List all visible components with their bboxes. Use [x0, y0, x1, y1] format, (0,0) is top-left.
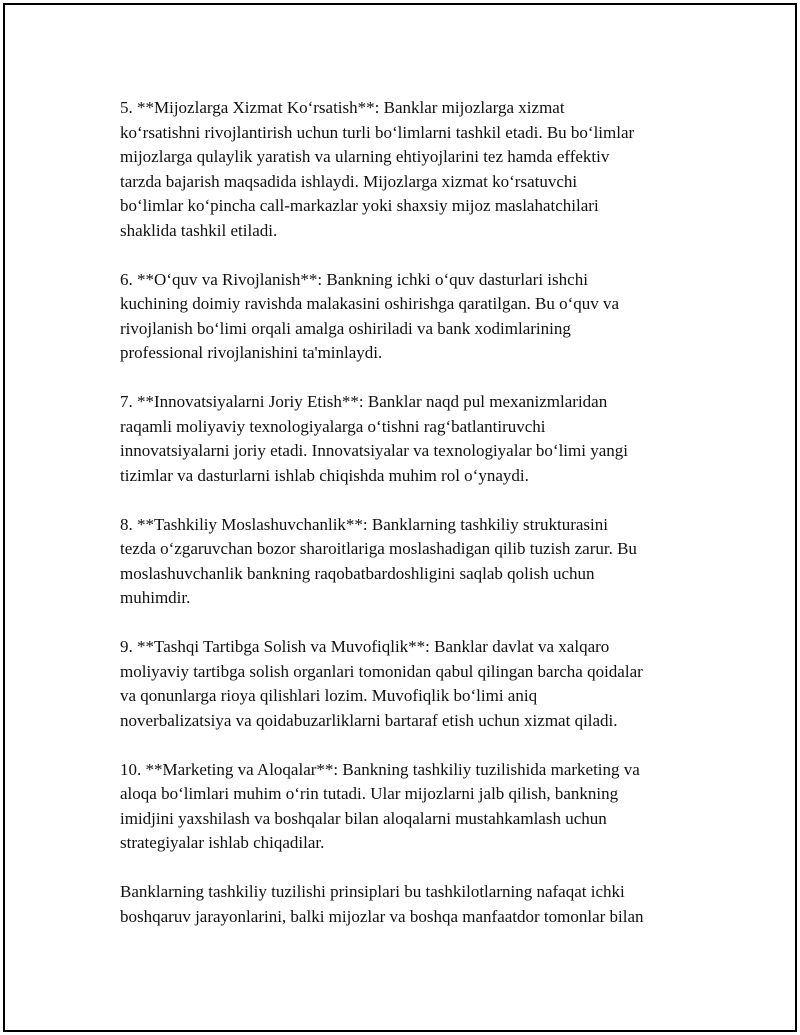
text-line: rivojlanish bo‘limi orqali amalga oshiriladi va bank xodimlarining [120, 318, 571, 338]
text-line: moslashuvchanlik bankning raqobatbardoshligini saqlab qolish uchun [120, 563, 595, 583]
text-line: 9. **Tashqi Tartibga Solish va Muvofiqlik**: Banklar davlat va xalqaro [120, 637, 610, 656]
paragraph-customer-service [120, 96, 710, 243]
text-line: aloqa bo‘limlari muhim o‘rin tutadi. Ular mijozlarni jalb qilish, bankning [120, 784, 619, 803]
text-line: tezda o‘zgaruvchan bozor sharoitlariga moslashadigan qilib tuzish zarur. Bu [120, 539, 637, 558]
text-line: Banklarning tashkiliy tuzilishi prinsiplari bu tashkilotlarning nafaqat ichki [120, 882, 625, 901]
paragraph-marketing [120, 758, 710, 856]
text-line: mijozlarga qulaylik yaratish va ularning ehtiyojlarini tez hamda effektiv [120, 147, 610, 166]
text-line: innovatsiyalarni joriy etadi. Innovatsiyalar va texnologiyalar bo‘limi yangi [120, 441, 628, 460]
document-body [120, 96, 710, 954]
text-line: shaklida tashkil etiladi. [120, 220, 278, 240]
text-line: strategiyalar ishlab chiqadilar. [120, 833, 325, 852]
text-line: 5. **Mijozlarga Xizmat Ko‘rsatish**: Banklar mijozlarga xizmat [120, 98, 565, 117]
text-line: bo‘limlar ko‘pincha call-markazlar yoki shaxsiy mijoz maslahatchilari [120, 196, 599, 215]
text-line: va qonunlarga rioya qilishlari lozim. Muvofiqlik bo‘limi aniq [120, 686, 538, 705]
text-line: 6. **O‘quv va Rivojlanish**: Bankning ichki o‘quv dasturlari ishchi [120, 269, 588, 289]
text-line: imidjini yaxshilash va boshqalar bilan aloqalarni mustahkamlash uchun [120, 808, 607, 828]
text-line: moliyaviy tartibga solish organlari tomonidan qabul qilingan barcha qoidalar [120, 661, 643, 681]
text-line: ko‘rsatishni rivojlantirish uchun turli bo‘limlarni tashkil etadi. Bu bo‘limlar [120, 122, 635, 142]
paragraph-flexibility [120, 513, 710, 611]
text-line: 7. **Innovatsiyalarni Joriy Etish**: Banklar naqd pul mexanizmlaridan [120, 392, 608, 411]
page-frame [3, 3, 797, 1032]
text-line: raqamli moliyaviy texnologiyalarga o‘tishni rag‘batlantiruvchi [120, 416, 546, 436]
paragraph-compliance [120, 635, 710, 733]
text-line: boshqaruv jarayonlarini, balki mijozlar va boshqa manfaatdor tomonlar bilan [120, 906, 644, 926]
text-line: muhimdir. [120, 588, 191, 607]
text-line: kuchining doimiy ravishda malakasini oshirishga qaratilgan. Bu o‘quv va [120, 294, 620, 313]
paragraph-training [120, 268, 710, 366]
text-line: tizimlar va dasturlarni ishlab chiqishda muhim rol o‘ynaydi. [120, 465, 529, 485]
text-line: tarzda bajarish maqsadida ishlaydi. Mijozlarga xizmat ko‘rsatuvchi [120, 171, 578, 191]
text-line: 10. **Marketing va Aloqalar**: Bankning tashkiliy tuzilishida marketing va [120, 759, 640, 779]
text-line: professional rivojlanishini ta'minlaydi. [120, 343, 383, 362]
paragraph-innovation [120, 390, 710, 488]
text-line: 8. **Tashkiliy Moslashuvchanlik**: Banklarning tashkiliy strukturasini [120, 514, 608, 534]
paragraph-conclusion [120, 880, 710, 929]
text-line: noverbalizatsiya va qoidabuzarliklarni bartaraf etish uchun xizmat qiladi. [120, 710, 618, 730]
